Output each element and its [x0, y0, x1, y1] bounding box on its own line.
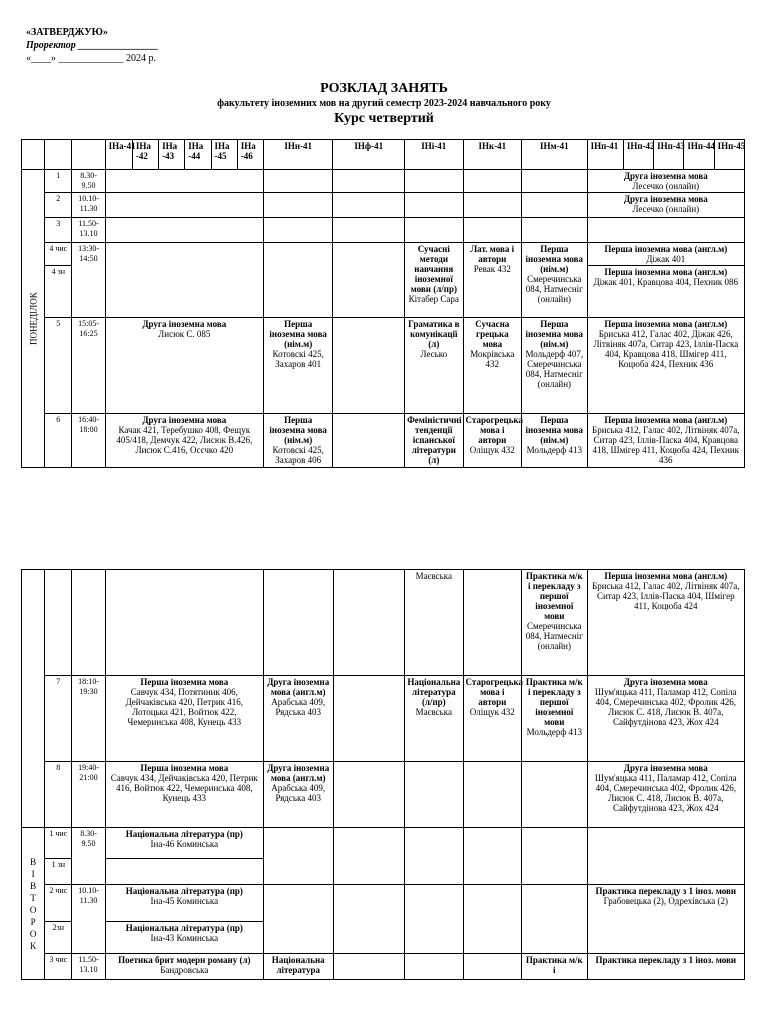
- schedule-cell: [405, 570, 463, 676]
- col-ina45: ІНа -45: [211, 140, 237, 170]
- subject-title: Практика м/к і перекладу з першої іноземної мови: [525, 571, 583, 621]
- lesson-time: 18:10-19:30: [72, 676, 105, 762]
- day-label-monday: ПОНЕДІЛОК: [22, 170, 45, 468]
- document-subtitle: факультету іноземних мов на другий семестр 2023-2024 навчального року: [217, 98, 551, 109]
- approval-signatory: Проректор ________________: [26, 40, 159, 51]
- teacher-room: Котовскі 425, Захаров 406: [272, 445, 324, 465]
- lesson-time: 10.10-11.30: [72, 885, 105, 954]
- teacher-room: Лесько: [420, 349, 448, 359]
- table-row: [22, 243, 745, 266]
- day-label-tuesday: [22, 828, 45, 980]
- subject-title: Національна література (пр): [125, 886, 243, 896]
- lesson-number: 1 чис: [45, 828, 72, 859]
- subject-title: Сучасна грецька мова: [475, 319, 510, 349]
- schedule-cell: [405, 676, 463, 762]
- schedule-cell: [522, 414, 588, 468]
- subject-title: Перша іноземна мова (англ.м): [604, 319, 728, 329]
- teacher-room: Оліщук 432: [469, 445, 515, 455]
- lesson-number: 2: [45, 193, 72, 218]
- lesson-number: 6: [45, 414, 72, 468]
- teacher-room: Кітабер Сара: [408, 294, 459, 304]
- table-row: [22, 170, 745, 193]
- schedule-cell: [463, 243, 521, 318]
- subject-title: Практика м/к і перекладу з першої іноземної мови: [525, 677, 583, 727]
- lesson-time: 19:40-21:00: [72, 762, 105, 828]
- schedule-cell: [105, 318, 263, 414]
- teacher-room: Бриська 412, Галас 402, Діжак 426, Літвіняк 407а, Ситар 423, Іллів-Паска 404, Кравцова 418, Шмігер 411, Коцюба 424, Пехник 436: [593, 329, 739, 369]
- table-row: [22, 318, 745, 414]
- schedule-cell: [522, 954, 588, 980]
- col-inp44: ІНп-44: [684, 140, 714, 170]
- teacher-room: Оліщук 432: [469, 707, 515, 717]
- subject-title: Старогрецька мова і автори: [465, 415, 524, 445]
- schedule-cell: [105, 954, 263, 980]
- schedule-cell: [105, 676, 263, 762]
- col-ink41: ІНк-41: [463, 140, 521, 170]
- subject-title: Сучасні методи навчання іноземної мови (л/пр): [410, 244, 457, 294]
- teacher-room: Іна-45 Коминська: [150, 896, 219, 906]
- teacher-room: Мольдерф 413: [526, 445, 582, 455]
- teacher-room: Маєвська: [415, 571, 452, 581]
- lesson-time: 11.50-13.10: [72, 218, 105, 243]
- teacher-room: Мокрівська 432: [470, 349, 515, 369]
- schedule-cell: [263, 762, 333, 828]
- lesson-time: 8.30-9.50: [72, 828, 105, 885]
- col-ina43: ІНа -43: [159, 140, 185, 170]
- teacher-room: Мольдерф 407, Смеречинська 084, Натмесніг (онлайн): [525, 349, 584, 389]
- subject-title: Перша іноземна мова (нім.м): [525, 415, 584, 445]
- schedule-cell: [587, 762, 744, 828]
- schedule-cell: [587, 193, 744, 218]
- document-title: РОЗКЛАД ЗАНЯТЬ: [320, 81, 448, 96]
- day-label-text: В І В Т О Р О К: [29, 856, 37, 951]
- schedule-cell: [587, 676, 744, 762]
- subject-title: Друга іноземна мова: [142, 415, 227, 425]
- teacher-room: Мольдерф 413: [526, 727, 582, 737]
- table-row: [22, 954, 745, 980]
- teacher-room: Бриська 412, Галас 402, Літвіняк 407а, Ситар 423, Іллів-Паска 404, Кравцова 418, Шмігер 411, Коцюба 424, Пехник 436: [592, 425, 740, 465]
- schedule-cell: [587, 954, 744, 980]
- course-title: Курс четвертий: [334, 111, 434, 126]
- subject-title: Друга іноземна мова: [623, 763, 708, 773]
- schedule-cell: [105, 414, 263, 468]
- teacher-room: Бандровська: [160, 965, 209, 975]
- subject-title: Друга іноземна мова (англ.м): [267, 677, 330, 697]
- lesson-number: 3 чис: [45, 954, 72, 980]
- col-inp41: ІНп-41: [587, 140, 623, 170]
- col-ina41: ІНа-41: [105, 140, 132, 170]
- col-inp45: ІНп-45: [714, 140, 744, 170]
- subject-title: Поетика брит модерн роману (л): [118, 955, 251, 965]
- schedule-cell: [105, 828, 263, 859]
- teacher-room: Савчук 434, Потятиник 406, Дейчаківська 420, Петрик 416, Лотоцька 421, Войтюк 422, Чемеринська 408, Кунець 433: [125, 687, 244, 727]
- approval-block: [26, 26, 158, 65]
- teacher-room: Качак 421, Теребушко 408, Фещук 405/418, Демчук 422, Лисюк В.426, Лисюк С.416, Осєчко 420: [116, 425, 253, 455]
- schedule-cell: [522, 243, 588, 318]
- teacher-room: Котовскі 425, Захаров 401: [272, 349, 324, 369]
- col-inm41: ІНм-41: [522, 140, 588, 170]
- schedule-cell: [587, 170, 744, 193]
- schedule-cell: [587, 318, 744, 414]
- lesson-number: 1 зн: [45, 859, 72, 885]
- lesson-number: 2 чис: [45, 885, 72, 922]
- lesson-time: 11.50-13.10: [72, 954, 105, 980]
- schedule-cell: [405, 243, 463, 318]
- teacher-room: Діжак 401: [646, 254, 686, 264]
- subject-title: Перша іноземна мова (нім.м): [525, 319, 584, 349]
- subject-title: Практика м/к і: [525, 955, 583, 975]
- lesson-time: 16:40-18:00: [72, 414, 105, 468]
- schedule-cell: [522, 570, 588, 676]
- subject-title: Практика перекладу з 1 іноз. мови: [595, 886, 737, 896]
- subject-title: Старогрецька мова і автори: [465, 677, 524, 707]
- schedule-table-page1: [21, 139, 745, 468]
- schedule-cell: [587, 266, 744, 318]
- subject-title: Перша іноземна мова (нім.м): [269, 415, 327, 445]
- teacher-room: Смеречинська 084, Натмесніг (онлайн): [525, 274, 583, 304]
- teacher-room: Лисюк С. 085: [158, 329, 211, 339]
- schedule-cell: [105, 922, 263, 954]
- subject-title: Перша іноземна мова (нім.м): [525, 244, 584, 274]
- subject-title: Друга іноземна мова: [142, 319, 227, 329]
- subject-title: Національна література: [271, 955, 325, 975]
- subject-title: Граматика в комунікації (л): [408, 319, 460, 349]
- table-row: [22, 414, 745, 468]
- subject-title: Національна література (пр): [125, 829, 243, 839]
- teacher-room: Шум'яцька 411, Паламар 412, Сопіла 404, Смеречинська 402, Фролик 426, Лисюк С. 418, Лисюк В. 407а, Сайфутдінова 423, Жох 424: [594, 687, 737, 727]
- table-row: [22, 218, 745, 243]
- subject-title: Перша іноземна мова: [140, 763, 229, 773]
- subject-title: Національна література (л/пр): [407, 677, 461, 707]
- table-row: [22, 570, 745, 676]
- schedule-cell: [105, 885, 263, 922]
- teacher-room: Савчук 434, Дейчаківська 420, Петрик 416, Войтюк 422, Чемеринська 408, Кунець 433: [110, 773, 258, 803]
- schedule-cell: [463, 318, 521, 414]
- schedule-cell: [263, 676, 333, 762]
- lesson-number: 5: [45, 318, 72, 414]
- col-inn41: ІНн-41: [263, 140, 333, 170]
- lesson-number: 4 чис: [45, 243, 72, 266]
- schedule-cell: [405, 414, 463, 468]
- col-ina42: ІНа -42: [132, 140, 158, 170]
- table-row: [22, 762, 745, 828]
- subject-title: Друга іноземна мова: [623, 171, 708, 181]
- col-inp43: ІНп-43: [654, 140, 684, 170]
- lesson-time: 13:30-14:50: [72, 243, 105, 318]
- document-header: [0, 80, 768, 127]
- schedule-cell: [463, 676, 524, 762]
- header-row: [22, 140, 745, 170]
- schedule-cell: [263, 414, 333, 468]
- lesson-number: 7: [45, 676, 72, 762]
- subject-title: Лат. мова і автори: [470, 244, 515, 264]
- teacher-room: Лесечко (онлайн): [632, 204, 700, 214]
- col-inp42: ІНп-42: [623, 140, 653, 170]
- lesson-number: 4 зн: [45, 266, 72, 318]
- subject-title: Перша іноземна мова (англ.м): [604, 415, 728, 425]
- schedule-cell: [405, 318, 463, 414]
- schedule-cell: [263, 318, 333, 414]
- schedule-cell: [105, 762, 263, 828]
- teacher-room: Бриська 412, Галас 402, Літвіняк 407а, Ситар 423, Іллів-Паска 404, Шмігер 411, Коцюба 424: [592, 581, 740, 611]
- subject-title: Перша іноземна мова: [140, 677, 229, 687]
- table-row: [22, 885, 745, 922]
- col-inf41: ІНф-41: [333, 140, 405, 170]
- schedule-cell: [587, 570, 744, 676]
- col-ina46: ІНа -46: [237, 140, 263, 170]
- lesson-time: 8.30-9.50: [72, 170, 105, 193]
- schedule-cell: [463, 414, 524, 468]
- subject-title: Перша іноземна мова (англ.м): [604, 571, 728, 581]
- lesson-time: 15:05-16:25: [72, 318, 105, 414]
- schedule-cell: [522, 318, 588, 414]
- table-row: [22, 676, 745, 762]
- schedule-table-page2: [21, 569, 745, 980]
- lesson-number: 3: [45, 218, 72, 243]
- subject-title: Перша іноземна мова (англ.м): [604, 267, 728, 277]
- subject-title: Перша іноземна мова (англ.м): [604, 244, 728, 254]
- approval-date: «____» _____________ 2024 р.: [26, 53, 156, 64]
- teacher-room: Ревак 432: [473, 264, 511, 274]
- subject-title: Практика перекладу з 1 іноз. мови: [595, 955, 737, 965]
- teacher-room: Іна-43 Коминська: [150, 933, 219, 943]
- subject-title: Феміністичні тенденції іспанської літератури (л): [407, 415, 462, 465]
- teacher-room: Шум'яцька 411, Паламар 412, Сопіла 404, Смеречинська 402, Фролик 426, Лисюк С. 418, Лисюк В. 407а, Сайфутдінова 423, Жох 424: [594, 773, 737, 813]
- schedule-cell: [587, 243, 744, 266]
- table-row: [22, 828, 745, 859]
- teacher-room: Арабська 409, Рядська 403: [271, 697, 326, 717]
- teacher-room: Арабська 409, Рядська 403: [271, 783, 326, 803]
- teacher-room: Лесечко (онлайн): [632, 181, 700, 191]
- teacher-room: Смеречинська 084, Натмесніг (онлайн): [525, 621, 583, 651]
- teacher-room: Іна-46 Коминська: [150, 839, 219, 849]
- subject-title: Перша іноземна мова (нім.м): [269, 319, 327, 349]
- table-row: [22, 193, 745, 218]
- teacher-room: Грабовецька (2), Одрехівська (2): [603, 896, 728, 906]
- teacher-room: Маєвська: [415, 707, 452, 717]
- lesson-number: 2зн: [45, 922, 72, 954]
- subject-title: Національна література (пр): [125, 923, 243, 933]
- approval-title: «ЗАТВЕРДЖУЮ»: [26, 27, 108, 38]
- schedule-cell: [263, 954, 333, 980]
- teacher-room: Діжак 401, Кравцова 404, Пехник 086: [593, 277, 739, 287]
- subject-title: Друга іноземна мова (англ.м): [267, 763, 330, 783]
- lesson-number: 1: [45, 170, 72, 193]
- lesson-number: 8: [45, 762, 72, 828]
- subject-title: Друга іноземна мова: [623, 194, 708, 204]
- col-ina44: ІНа -44: [185, 140, 211, 170]
- lesson-time: 10.10-11.30: [72, 193, 105, 218]
- col-ini41: ІНі-41: [405, 140, 463, 170]
- subject-title: Друга іноземна мова: [623, 677, 708, 687]
- schedule-cell: [522, 676, 588, 762]
- schedule-cell: [587, 885, 744, 954]
- schedule-cell: [587, 414, 744, 468]
